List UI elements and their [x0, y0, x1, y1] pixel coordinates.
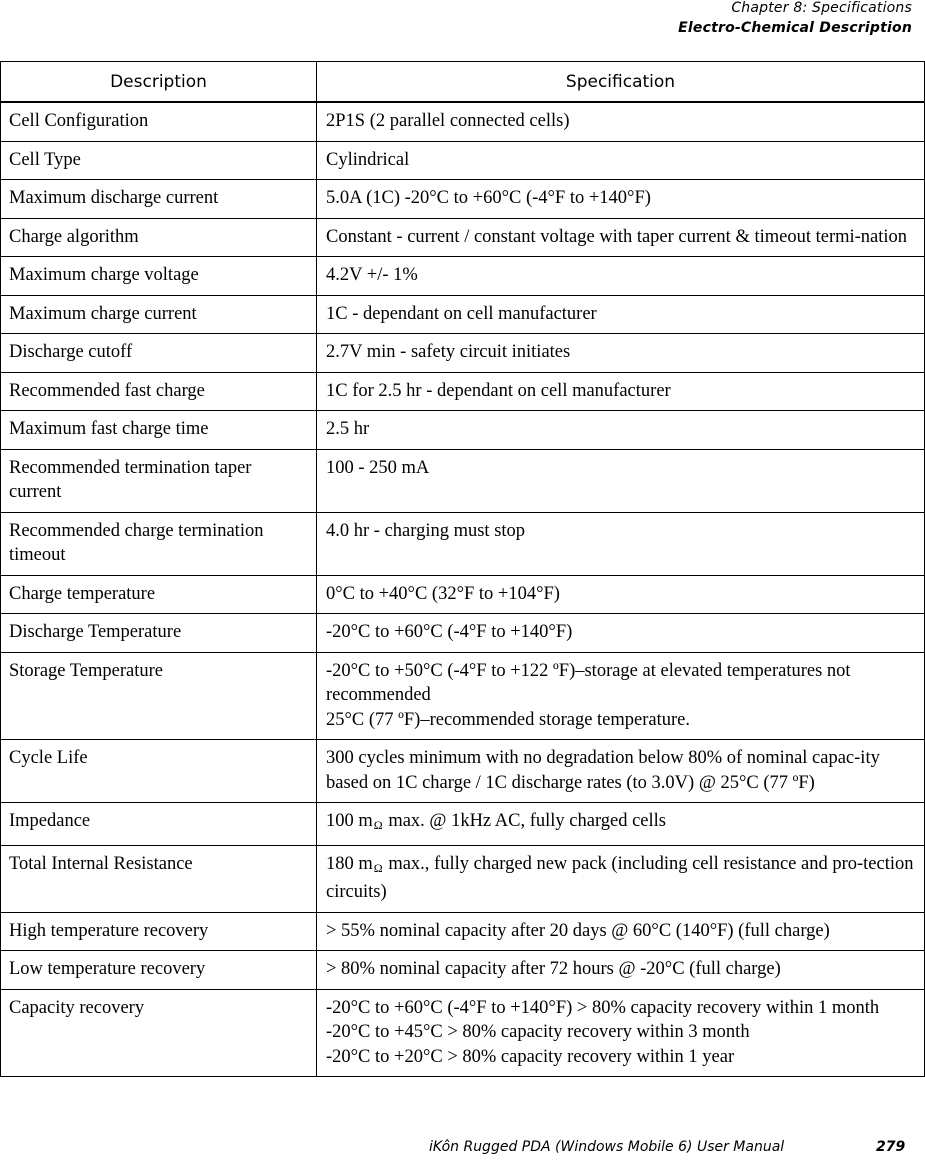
- table-row: [1, 180, 925, 219]
- description-cell: Discharge cutoff: [1, 334, 317, 373]
- specification-cell: [317, 912, 925, 951]
- specification-line: 25°C (77 ºF)–recommended storage temperature.: [326, 709, 691, 730]
- description-cell: Maximum fast charge time: [1, 411, 317, 450]
- specification-cell: [317, 295, 925, 334]
- specification-cell: [317, 449, 925, 512]
- specification-cell: [317, 614, 925, 653]
- table-row: [1, 512, 925, 575]
- table-row: [1, 334, 925, 373]
- description-cell: Cell Configuration: [1, 102, 317, 141]
- table-row: [1, 102, 925, 141]
- section-title: Electro-Chemical Description: [678, 20, 912, 36]
- column-header-specification: Specification: [317, 62, 925, 103]
- table-row: [1, 652, 925, 740]
- specification-line: 1C - dependant on cell manufacturer: [326, 303, 597, 324]
- table-header-row: [1, 62, 925, 103]
- ohm-symbol: Ω: [373, 860, 383, 875]
- specification-line: 2.5 hr: [326, 419, 370, 439]
- description-cell: Capacity recovery: [1, 989, 317, 1077]
- description-cell: High temperature recovery: [1, 912, 317, 951]
- description-cell: Recommended charge termination timeout: [1, 512, 317, 575]
- specification-line: 100 - 250 mA: [326, 457, 430, 478]
- table-body: [1, 102, 925, 1077]
- specification-cell: [317, 372, 925, 411]
- chapter-title: Chapter 8: Specifications: [731, 0, 912, 16]
- specification-cell: [317, 845, 925, 912]
- description-cell: Recommended termination taper current: [1, 449, 317, 512]
- specification-cell: [317, 512, 925, 575]
- specification-cell: [317, 803, 925, 846]
- description-cell: Storage Temperature: [1, 652, 317, 740]
- description-cell: Recommended fast charge: [1, 372, 317, 411]
- description-cell: Maximum charge voltage: [1, 257, 317, 296]
- specification-line: 4.2V +/- 1%: [326, 265, 418, 285]
- table-row: [1, 218, 925, 257]
- table-row: [1, 411, 925, 450]
- description-cell: Charge algorithm: [1, 218, 317, 257]
- specification-cell: [317, 652, 925, 740]
- table-row: [1, 740, 925, 803]
- specification-cell: [317, 180, 925, 219]
- description-cell: Low temperature recovery: [1, 951, 317, 990]
- table-row: [1, 141, 925, 180]
- table-row: [1, 803, 925, 846]
- specification-cell: [317, 141, 925, 180]
- table-row: [1, 845, 925, 912]
- specification-line: 2.7V min - safety circuit initiates: [326, 342, 571, 362]
- specification-cell: [317, 989, 925, 1077]
- table-row: [1, 449, 925, 512]
- specification-cell: [317, 411, 925, 450]
- table-row: [1, 372, 925, 411]
- page-header: [678, 0, 912, 38]
- page-number: 279: [876, 1139, 906, 1155]
- specification-line: 180 mΩ max., fully charged new pack (including cell resistance and pro-tection circuits): [326, 853, 914, 902]
- description-cell: Impedance: [1, 803, 317, 846]
- ohm-symbol: Ω: [373, 818, 383, 832]
- table-row: [1, 989, 925, 1077]
- description-cell: Maximum discharge current: [1, 180, 317, 219]
- table-row: [1, 951, 925, 990]
- specification-line: Cylindrical: [326, 149, 410, 170]
- specification-line: -20°C to +60°C (-4°F to +140°F): [326, 622, 573, 642]
- column-header-description: Description: [1, 62, 317, 103]
- specification-cell: [317, 575, 925, 614]
- specification-line: Constant - current / constant voltage with taper current & timeout termi-nation: [326, 226, 908, 247]
- specification-line: -20°C to +50°C (-4°F to +122 ºF)–storage at elevated temperatures not recommended: [326, 660, 851, 705]
- table-row: [1, 257, 925, 296]
- table-row: [1, 575, 925, 614]
- table-row: [1, 614, 925, 653]
- specification-line: 4.0 hr - charging must stop: [326, 520, 526, 541]
- specification-line: 100 mΩ max. @ 1kHz AC, fully charged cells: [326, 811, 667, 832]
- specification-line: -20°C to +20°C > 80% capacity recovery within 1 year: [326, 1046, 735, 1067]
- specification-line: -20°C to +60°C (-4°F to +140°F) > 80% capacity recovery within 1 month: [326, 997, 880, 1018]
- description-cell: Discharge Temperature: [1, 614, 317, 653]
- specification-table: [0, 61, 925, 1077]
- specification-line: 2P1S (2 parallel connected cells): [326, 111, 570, 131]
- specification-cell: [317, 102, 925, 141]
- specification-line: -20°C to +45°C > 80% capacity recovery within 3 month: [326, 1022, 750, 1042]
- specification-line: 0°C to +40°C (32°F to +104°F): [326, 583, 560, 604]
- specification-line: 300 cycles minimum with no degradation below 80% of nominal capac-ity based on 1C charge / 1C discharge rates (to 3.0V) @ 25°C (77 ºF): [326, 748, 880, 793]
- table-row: [1, 295, 925, 334]
- specification-line: > 55% nominal capacity after 20 days @ 60°C (140°F) (full charge): [326, 920, 830, 941]
- manual-title: iKôn Rugged PDA (Windows Mobile 6) User Manual: [429, 1139, 785, 1155]
- specification-line: 1C for 2.5 hr - dependant on cell manufacturer: [326, 380, 671, 401]
- specification-line: > 80% nominal capacity after 72 hours @ -20°C (full charge): [326, 959, 781, 979]
- specification-cell: [317, 257, 925, 296]
- description-cell: Total Internal Resistance: [1, 845, 317, 912]
- specification-cell: [317, 951, 925, 990]
- specification-cell: [317, 740, 925, 803]
- description-cell: Cell Type: [1, 141, 317, 180]
- specification-cell: [317, 218, 925, 257]
- description-cell: Charge temperature: [1, 575, 317, 614]
- description-cell: Maximum charge current: [1, 295, 317, 334]
- specification-line: 5.0A (1C) -20°C to +60°C (-4°F to +140°F): [326, 188, 651, 208]
- table-row: [1, 912, 925, 951]
- specification-cell: [317, 334, 925, 373]
- description-cell: Cycle Life: [1, 740, 317, 803]
